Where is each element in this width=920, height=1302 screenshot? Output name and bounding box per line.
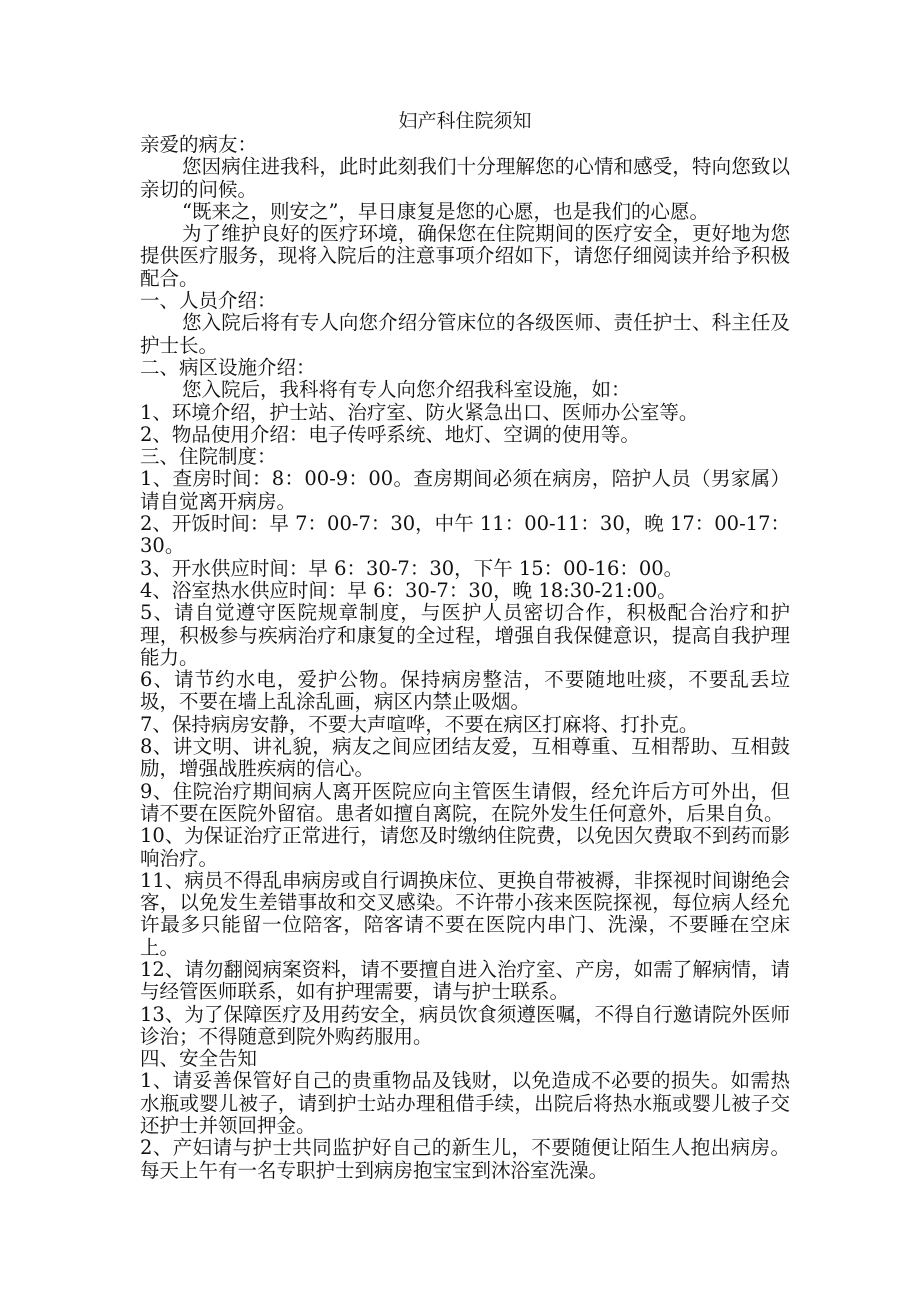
paragraph: 1、环境介绍，护士站、治疗室、防火紧急出口、医师办公室等。 bbox=[140, 400, 699, 424]
document-page bbox=[140, 108, 790, 1182]
paragraph: 一、人员介绍： bbox=[140, 289, 277, 313]
paragraph: 2、开饭时间：早 7：00-7：30，中午 11：00-11：30，晚 17：00-17：30。 bbox=[140, 512, 790, 558]
paragraph: 您入院后将有专人向您介绍分管床位的各级医师、责任护士、科主任及护士长。 bbox=[140, 311, 790, 357]
paragraph: 您因病住进我科，此时此刻我们十分理解您的心情和感受，特向您致以亲切的问候。 bbox=[140, 155, 790, 201]
paragraph: 1、请妥善保管好自己的贵重物品及钱财，以免造成不必要的损失。如需热水瓶或婴儿被子，请到护士站办理租借手续，出院后将热水瓶或婴儿被子交还护士并领回押金。 bbox=[140, 1069, 790, 1138]
document-body bbox=[140, 134, 790, 1182]
paragraph: 2、产妇请与护士共同监护好自己的新生儿，不要随便让陌生人抱出病房。每天上午有一名专职护士到病房抱宝宝到沐浴室洗澡。 bbox=[140, 1136, 790, 1182]
paragraph: 4、浴室热水供应时间：早 6：30-7：30，晚 18:30-21:00。 bbox=[140, 578, 677, 602]
paragraph: 7、保持病房安静，不要大声喧哗，不要在病区打麻将、打扑克。 bbox=[140, 712, 699, 736]
paragraph: 您入院后，我科将有专人向您介绍我科室设施，如： bbox=[182, 378, 631, 402]
paragraph: 11、病员不得乱串病房或自行调换床位、更换自带被褥，非探视时间谢绝会客，以免发生差错事故和交叉感染。不许带小孩来医院探视，每位病人经允许最多只能留一位陪客，陪客请不要在医院内串门、洗澡，不要睡在空床上。 bbox=[140, 868, 790, 959]
paragraph: 13、为了保障医疗及用药安全，病员饮食须遵医嘱，不得自行邀请院外医师诊治；不得随意到院外购药服用。 bbox=[140, 1002, 790, 1048]
paragraph: 10、为保证治疗正常进行，请您及时缴纳住院费，以免因欠费取不到药而影响治疗。 bbox=[140, 824, 790, 870]
paragraph: 四、安全告知 bbox=[140, 1047, 258, 1071]
paragraph: 为了维护良好的医疗环境，确保您在住院期间的医疗安全，更好地为您提供医疗服务，现将入院后的注意事项介绍如下，请您仔细阅读并给予积极配合。 bbox=[140, 222, 790, 290]
paragraph: 9、住院治疗期间病人离开医院应向主管医生请假，经允许后方可外出，但请不要在医院外留宿。患者如擅自离院，在院外发生任何意外，后果自负。 bbox=[140, 779, 790, 825]
paragraph: 三、住院制度： bbox=[140, 445, 277, 469]
paragraph: 2、物品使用介绍：电子传呼系统、地灯、空调的使用等。 bbox=[140, 422, 640, 446]
paragraph: 5、请自觉遵守医院规章制度，与医护人员密切合作，积极配合治疗和护理，积极参与疾病治疗和康复的全过程，增强自我保健意识，提高自我护理能力。 bbox=[140, 601, 790, 669]
paragraph: “既来之，则安之”，早日康复是您的心愿，也是我们的心愿。 bbox=[182, 199, 709, 223]
paragraph: 二、病区设施介绍： bbox=[140, 355, 316, 379]
paragraph: 3、开水供应时间：早 6：30-7：30，下午 15：00-16：00。 bbox=[140, 556, 684, 580]
paragraph: 12、请勿翻阅病案资料，请不要擅自进入治疗室、产房，如需了解病情，请与经管医师联系，如有护理需要，请与护士联系。 bbox=[140, 957, 790, 1004]
paragraph: 1、查房时间：8：00-9：00。查房期间必须在病房，陪护人员（男家属）请自觉离开病房。 bbox=[140, 467, 790, 513]
paragraph: 6、请节约水电，爱护公物。保持病房整洁，不要随地吐痰，不要乱丢垃圾，不要在墙上乱涂乱画，病区内禁止吸烟。 bbox=[140, 668, 790, 714]
paragraph: 8、讲文明、讲礼貌，病友之间应团结友爱，互相尊重、互相帮助、互相鼓励，增强战胜疾病的信心。 bbox=[140, 735, 790, 781]
paragraph: 亲爱的病友： bbox=[140, 133, 258, 156]
document-title: 妇产科住院须知 bbox=[398, 110, 532, 132]
